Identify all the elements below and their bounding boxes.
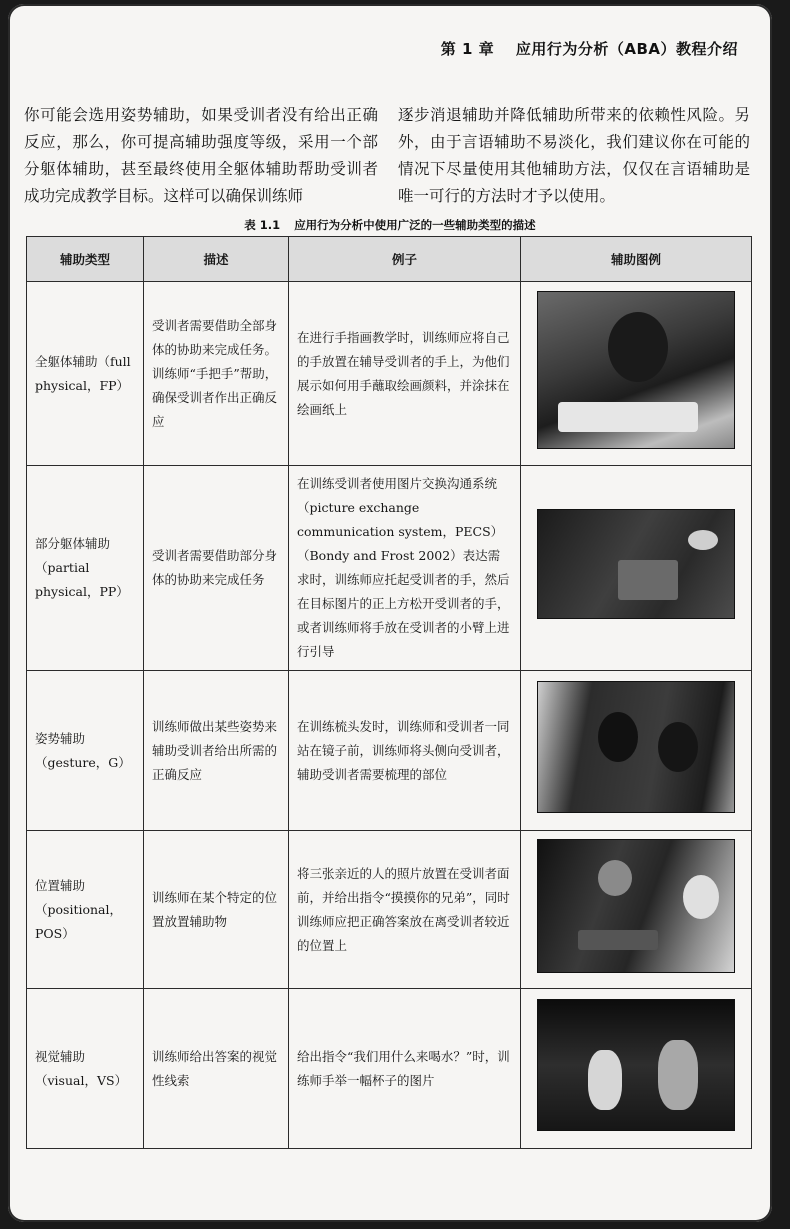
table-row [27,831,752,989]
table-header-row [27,237,752,282]
running-header [441,38,738,59]
prompt-illustration-cell [521,989,752,1149]
header-description: 描述 [144,237,289,282]
prompt-description: 训练师在某个特定的位置放置辅助物 [144,831,289,989]
prompt-example: 给出指令“我们用什么来喝水？”时，训练师手举一幅杯子的图片 [289,989,521,1149]
chapter-number: 第 1 章 [440,40,495,58]
prompt-types-table [26,236,752,1149]
prompt-illustration-cell [521,671,752,831]
table-row [27,466,752,671]
paragraph-left: 你可能会选用姿势辅助，如果受训者没有给出正确反应，那么，你可提高辅助强度等级，采用一个部分躯体辅助，甚至最终使用全躯体辅助帮助受训者成功完成教学目标。这样可以确保训练师 [24,106,378,205]
prompt-illustration-cell [521,466,752,671]
chapter-title: 应用行为分析（ABA）教程介绍 [515,40,738,58]
table-row [27,671,752,831]
prompt-example: 在训练梳头发时，训练师和受训者一同站在镜子前，训练师将头侧向受训者，辅助受训者需要梳理的部位 [289,671,521,831]
table-row [27,282,752,466]
prompt-type: 全躯体辅助（full physical，FP） [27,282,144,466]
prompt-type: 位置辅助（positional，POS） [27,831,144,989]
full-physical-photo [537,291,735,449]
book-page [8,4,772,1222]
visual-photo [537,999,735,1131]
prompt-example: 在进行手指画教学时，训练师应将自己的手放置在辅导受训者的手上，为他们展示如何用手蘸取绘画颜料，并涂抹在绘画纸上 [289,282,521,466]
prompt-type: 姿势辅助（gesture，G） [27,671,144,831]
partial-physical-photo [537,509,735,619]
prompt-description: 受训者需要借助全部身体的协助来完成任务。训练师“手把手”帮助，确保受训者作出正确反应 [144,282,289,466]
prompt-example: 将三张亲近的人的照片放置在受训者面前，并给出指令“摸摸你的兄弟”，同时训练师应把正确答案放在离受训者较近的位置上 [289,831,521,989]
prompt-example: 在训练受训者使用图片交换沟通系统（picture exchange communication system，PECS）（Bondy and Frost 2002）表达需求时，训练师应托起受训者的手，然后在目标图片的正上方松开受训者的手，或者训练师将手放在受训者的小臂上进行引导 [289,466,521,671]
header-illustration: 辅助图例 [521,237,752,282]
prompt-description: 受训者需要借助部分身体的协助来完成任务 [144,466,289,671]
table-row [27,989,752,1149]
prompt-description: 训练师做出某些姿势来辅助受训者给出所需的正确反应 [144,671,289,831]
prompt-type: 视觉辅助（visual，VS） [27,989,144,1149]
table-caption-text: 应用行为分析中使用广泛的一些辅助类型的描述 [294,218,536,232]
positional-photo [537,839,735,973]
body-column-left [24,102,378,210]
gesture-photo [537,681,735,813]
table-number: 表 1.1 [244,218,281,232]
prompt-illustration-cell [521,831,752,989]
prompt-illustration-cell [521,282,752,466]
table-caption [8,217,772,233]
prompt-description: 训练师给出答案的视觉性线索 [144,989,289,1149]
header-type: 辅助类型 [27,237,144,282]
header-example: 例子 [289,237,521,282]
body-column-right [398,102,750,210]
prompt-type: 部分躯体辅助（partial physical，PP） [27,466,144,671]
paragraph-right: 逐步消退辅助并降低辅助所带来的依赖性风险。另外，由于言语辅助不易淡化，我们建议你在可能的情况下尽量使用其他辅助方法，仅仅在言语辅助是唯一可行的方法时才予以使用。 [398,106,750,205]
